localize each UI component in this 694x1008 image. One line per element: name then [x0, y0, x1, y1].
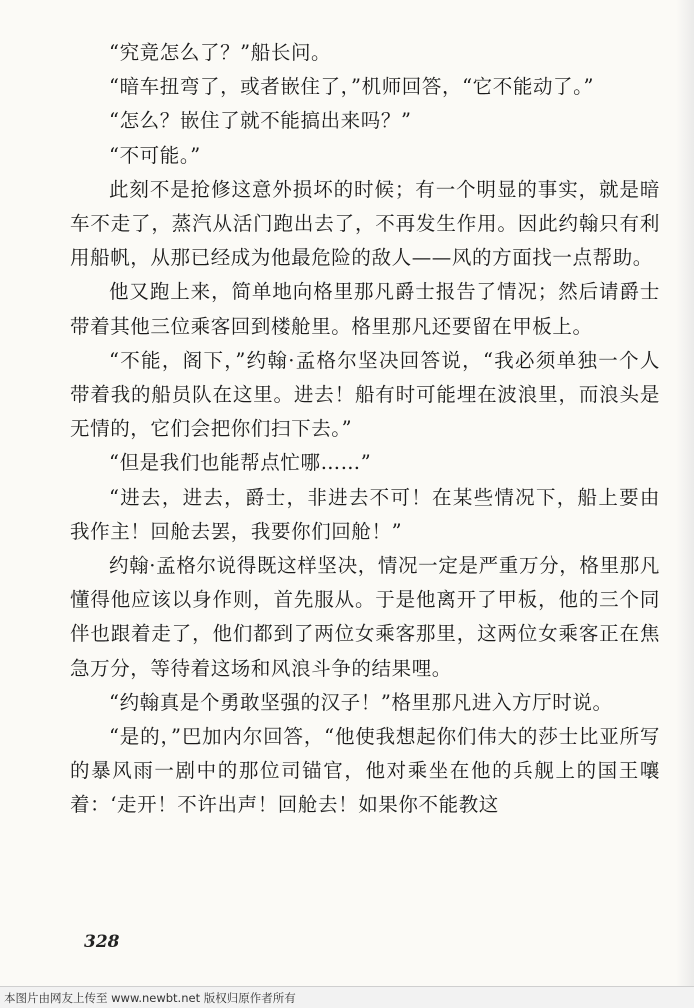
paragraph: 此刻不是抢修这意外损坏的时候；有一个明显的事实，就是暗车不走了，蒸汽从活门跑出去了，不再发生作用。因此约翰只有利用船帆，从那已经成为他最危险的敌人——风的方面找一点帮助。	[70, 177, 660, 270]
paragraph: “但是我们也能帮点忙哪……”	[109, 451, 372, 475]
watermark-text: 本图片由网友上传至 www.newbt.net 版权归原作者所有	[4, 991, 296, 1005]
paragraph: “究竟怎么了？”船长问。	[109, 41, 332, 64]
page-number: 328	[84, 932, 120, 952]
page-text	[70, 36, 660, 823]
paragraph: 他又跑上来，简单地向格里那凡爵士报告了情况；然后请爵士带着其他三位乘客回到楼舱里。格里那凡还要留在甲板上。	[70, 280, 660, 338]
paragraph: “是的，”巴加内尔回答，“他使我想起你们伟大的莎士比亚所写的暴风雨一剧中的那位司锚官，他对乘坐在他的兵舰上的国王嚷着：‘走开！不许出声！回舱去！如果你不能教这	[70, 725, 660, 817]
paragraph: “暗车扭弯了，或者嵌住了，”机师回答，“它不能动了。”	[109, 75, 595, 99]
paragraph: 约翰·孟格尔说得既这样坚决，情况一定是严重万分，格里那凡懂得他应该以身作则，首先服从。于是他离开了甲板，他的三个同伴也跟着走了，他们都到了两位女乘客那里，这两位女乘客正在焦急万分，等待着这场和风浪斗争的结果哩。	[70, 554, 660, 680]
paragraph: “不能，阁下，”约翰·孟格尔坚决回答说，“我必须单独一个人带着我的船员队在这里。进去！船有时可能埋在波浪里，而浪头是无情的，它们会把你们扫下去。”	[70, 348, 660, 441]
paragraph: “不可能。”	[109, 143, 201, 167]
paragraph: “怎么？嵌住了就不能搞出来吗？”	[109, 109, 412, 133]
paragraph: “进去，进去，爵士，非进去不可！在某些情况下，船上要由我作主！回舱去罢，我要你们回舱！”	[70, 485, 660, 543]
page-edge-shadow	[676, 0, 694, 987]
watermark-bar	[0, 986, 694, 1008]
paragraph: “约翰真是个勇敢坚强的汉子！”格里那凡进入方厅时说。	[109, 690, 613, 714]
